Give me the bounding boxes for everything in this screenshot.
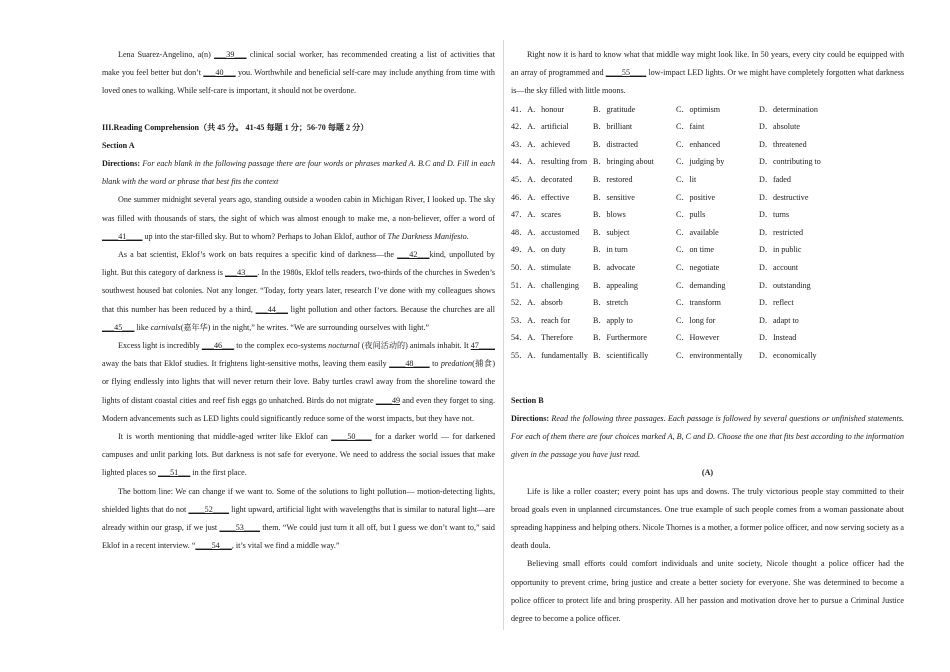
option-c: C．environmentally xyxy=(676,350,743,360)
passage-paragraph-3: Excess light is incredibly ___46___ to the complex eco-systems nocturnal (夜间活动的) animals inhabit. It 47____ away the bats that Eklof studies. It frightens light-sensitive moths, leaving them easily ____48____ to predation(捕食) or flying endlessly into lights that will never return their love. Baby turtles crawl away from the shoreline toward the lights of distant coastal cities and reef fish eggs go unhatched. Birds do not migrate ____49 and even they forget to sing. Modern advancements such as LED lights could significantly reduce some of the worst impacts, but they have not. xyxy=(102,341,496,423)
answer-blank: 47____ xyxy=(470,341,495,351)
option-d: D．in public xyxy=(759,245,802,255)
option-c: C．lit xyxy=(676,174,697,184)
answer-blank: ____49 xyxy=(375,395,401,405)
answer-blank: ___39___ xyxy=(214,50,247,59)
option-c: C．on time xyxy=(676,245,714,255)
option-row xyxy=(511,118,904,136)
option-b: B．blows xyxy=(593,210,626,220)
option-a: 44．A．resulting from xyxy=(511,157,588,167)
passage-a-paragraph-1: Life is like a roller coaster; every point has ups and downs. The truly victorious people stay committed to their broad goals even in unplanned circumstances. One true example of such people comes from a woman passionate about spreading happiness and helping others. Nicole Thornes is a mother, a former police officer, and now serving society as a death doula. xyxy=(511,486,904,551)
option-a: 46．A．effective xyxy=(511,192,570,202)
column-divider xyxy=(503,40,504,630)
section-b-directions xyxy=(511,410,904,465)
directions-text: For each blank in the following passage there are four words or phrases marked A. B.C and D. Fill in each blank with the word or phrase that best fits the context xyxy=(102,159,495,187)
option-row xyxy=(511,241,904,259)
option-c: C．demanding xyxy=(676,280,726,290)
option-d: D．threatened xyxy=(759,139,807,149)
section-a-heading: Section A xyxy=(102,140,135,150)
right-column xyxy=(511,46,904,628)
passage-paragraph-1: One summer midnight several years ago, standing outside a wooden cabin in Michigan River, I looked up. The sky was filled with thousands of stars, the sight of which was almost enough to make me, a non-believer, offer a word of ____41____ up into the star-filled sky. But to whom? Perhaps to Johan Eklof, author of The Darkness Manifesto. xyxy=(102,195,495,241)
answer-blank: ____53____ xyxy=(219,523,260,533)
passage-paragraph-2: As a bat scientist, Eklof’s work on bats requires a specific kind of darkness—the ___42___kind, unpolluted by light. But this category of darkness is ___43___. In the 1980s, Eklof tells readers, two-thirds of the churches in Sweden’s southwest housed bat colonies. Not any longer. “Today, forty years later, research I’ve done with my colleagues shows that this number has been reduced by a third, ___44___ light pollution and other factors. Because the churches are all ___45___ like carnivals(嘉年华) in the night,” he writes. “We are surrounding ourselves with light.” xyxy=(102,250,496,332)
option-b: B．apply to xyxy=(593,315,633,325)
option-d: D．reflect xyxy=(759,298,794,308)
passage-paragraph-4: It is worth mentioning that middle-aged writer like Eklof can ____50____ for a darker world — for darkened campuses and unlit parking lots. But darkness is not safe for everyone. We need to address the social issues that make lighted places so ___51___ in the first place. xyxy=(102,432,496,478)
answer-blank: ____48____ xyxy=(389,359,430,369)
option-a: 54．A．Therefore xyxy=(511,333,574,343)
option-c: C．positive xyxy=(676,192,716,202)
left-column xyxy=(102,46,495,555)
option-row xyxy=(511,259,904,277)
option-a: 47．A．scares xyxy=(511,210,561,220)
italic-term: nocturnal xyxy=(328,341,360,351)
option-d: D．turns xyxy=(759,210,790,220)
option-b: B．gratitude xyxy=(593,104,636,114)
option-c: C．pulls xyxy=(676,210,706,220)
option-d: D．absolute xyxy=(759,122,800,132)
option-d: D．economically xyxy=(759,350,817,360)
answer-blank: ___40___ xyxy=(203,68,236,78)
italic-term: carnivals xyxy=(150,322,181,332)
answer-blank: ____50____ xyxy=(331,432,372,442)
option-d: D．outstanding xyxy=(759,280,811,290)
option-row xyxy=(511,312,904,330)
directions-label: Directions: xyxy=(102,159,141,169)
option-row xyxy=(511,171,904,189)
option-c: C．enhanced xyxy=(676,139,721,149)
answer-blank: ___43___ xyxy=(225,268,258,278)
option-b: B．distracted xyxy=(593,139,638,149)
option-b: B．Furthermore xyxy=(593,333,647,343)
directions-text: Read the following three passages. Each passage is followed by several questions or unfinished statements. For each of them there are four choices marked A, B, C and D. Choose the one that fits best according to the information given in the passage you have just read. xyxy=(511,413,904,460)
answer-blank: ___51___ xyxy=(157,468,191,478)
option-row xyxy=(511,153,904,171)
option-c: C．negotiate xyxy=(676,262,720,272)
directions-label: Directions: xyxy=(511,413,550,423)
option-a: 48．A．accustomed xyxy=(511,227,580,237)
option-c: C．available xyxy=(676,227,719,237)
passage-a-paragraph-2: Believing small efforts could comfort individuals and unite society, Nicole thought a police officer had the opportunity to prevent crime, bring justice and create a better society for everyone. She was determined to become a police officer to protect life and bring prosperity. All her passion and motivation drove her to pursue a Criminal Justice degree to become a police officer. xyxy=(511,559,904,623)
option-row xyxy=(511,277,904,295)
paragraph-intro: Lena Suarez-Angelino, a(n) ___39___ clinical social worker, has recommended creating a list of activities that make you feel better but don’t ___40___ you. Worthwhile and beneficial self-care may include anything from time with loved ones to walking. While self-care is important, it should not be overdone. xyxy=(102,50,496,96)
option-row xyxy=(511,294,904,312)
option-b: B．subject xyxy=(593,227,630,237)
option-d: D．determination xyxy=(759,104,818,114)
option-a: 52．A．absorb xyxy=(511,298,563,308)
option-d: D．Instead xyxy=(759,333,797,343)
options-list xyxy=(511,101,904,365)
option-d: D．adapt to xyxy=(759,315,799,325)
option-row xyxy=(511,329,904,347)
answer-blank: ___44___ xyxy=(255,304,288,314)
option-a: 41．A．honour xyxy=(511,104,565,114)
option-b: B．stretch xyxy=(593,298,629,308)
answer-blank: ___45___ xyxy=(102,322,135,332)
passage-paragraph-6: Right now it is hard to know what that middle way might look like. In 50 years, every city could be equipped with an array of programmed and ____55____ low-impact LED lights. Or we might have completely forgotten what darkness is—the sky filled with little moons. xyxy=(511,50,904,96)
option-b: B．brilliant xyxy=(593,122,633,132)
option-c: C．long for xyxy=(676,315,716,325)
passage-paragraph-5: The bottom line: We can change if we want to. Some of the solutions to light pollution— motion-detecting lights, shielded lights that do not ____52____ light upward, artificial light with wavelengths that is similar to natural light—are already within our grasp, if we just ____53____ them. “We could just turn it all off, but I guess we don’t want to,” said Eklof in a recent interview. “____54___, it’s vital we find a middle way.” xyxy=(102,486,495,551)
italic-term: predation xyxy=(440,359,473,369)
option-a: 45．A．decorated xyxy=(511,174,573,184)
option-b: B．appealing xyxy=(593,280,638,290)
option-d: D．destructive xyxy=(759,192,809,202)
option-d: D．account xyxy=(759,262,799,272)
passage-a-label: (A) xyxy=(701,468,714,478)
option-d: D．faded xyxy=(759,174,791,184)
option-a: 53．A．reach for xyxy=(511,315,571,325)
option-a: 49．A．on duty xyxy=(511,245,566,255)
answer-blank: ___42___ xyxy=(397,250,430,260)
option-d: D．restricted xyxy=(759,227,804,237)
option-b: B．bringing about xyxy=(593,157,654,167)
reading-section-heading: III.Reading Comprehension（共 45 分。 41-45 每题 1 分；56-70 每题 2 分） xyxy=(102,122,369,132)
option-a: 51．A．challenging xyxy=(511,280,579,290)
option-row xyxy=(511,189,904,207)
option-row xyxy=(511,101,904,119)
option-c: C．transform xyxy=(676,298,721,308)
option-a: 43．A．achieved xyxy=(511,139,570,149)
answer-blank: ____55____ xyxy=(605,68,647,78)
option-b: B．sensitive xyxy=(593,192,635,202)
section-a-directions xyxy=(102,155,495,191)
option-b: B．scientifically xyxy=(593,350,649,360)
option-b: B．restored xyxy=(593,174,633,184)
option-a: 50．A．stimulate xyxy=(511,262,571,272)
option-c: C．judging by xyxy=(676,157,725,167)
option-row xyxy=(511,136,904,154)
option-row xyxy=(511,347,904,365)
option-c: C．optimism xyxy=(676,104,721,114)
option-row xyxy=(511,224,904,242)
option-row xyxy=(511,206,904,224)
answer-blank: ____54___ xyxy=(195,541,232,551)
option-a: 55．A．fundamentally xyxy=(511,350,588,360)
option-c: C．faint xyxy=(676,122,705,132)
option-b: B．in turn xyxy=(593,245,628,255)
option-d: D．contributing to xyxy=(759,157,821,167)
option-c: C．However xyxy=(676,333,720,343)
italic-term: The Darkness Manifesto xyxy=(387,231,467,241)
section-b-heading: Section B xyxy=(511,395,544,405)
answer-blank: ____41____ xyxy=(102,231,143,241)
option-b: B．advocate xyxy=(593,262,636,272)
answer-blank: ___46___ xyxy=(201,341,235,351)
option-a: 42．A．artificial xyxy=(511,122,569,132)
answer-blank: ____52____ xyxy=(188,504,229,514)
